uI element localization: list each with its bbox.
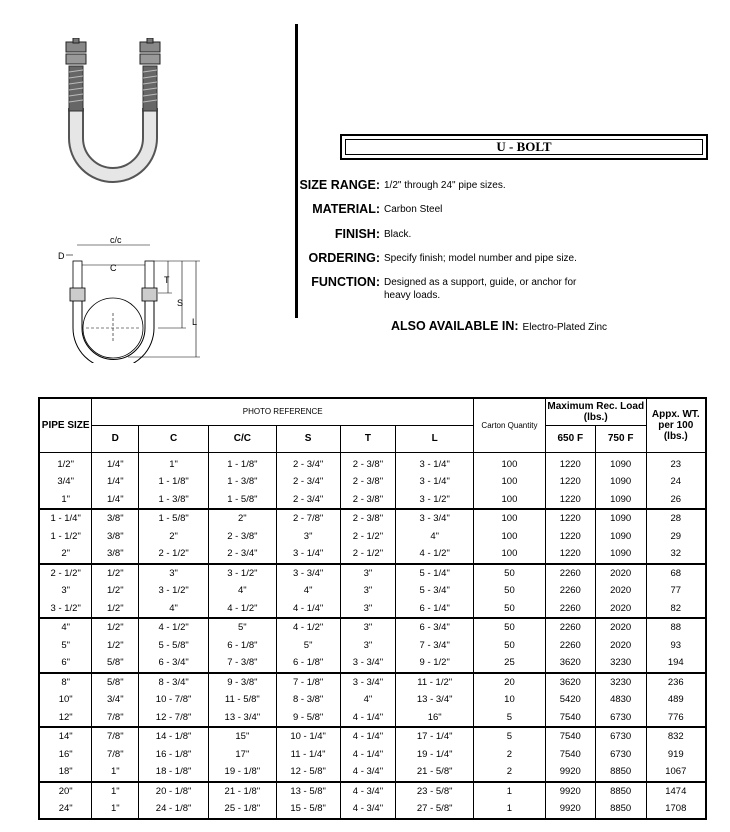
cell-carton-qty: 100 <box>474 473 546 491</box>
cell-c: 6 - 3/4" <box>139 654 209 673</box>
spec-label: FUNCTION: <box>311 275 380 289</box>
cell-pipe-size: 10" <box>39 691 92 709</box>
cell-cc: 2 - 3/8" <box>208 528 276 546</box>
cell-s: 2 - 3/4" <box>276 452 340 473</box>
cell-load-650f: 5420 <box>545 691 595 709</box>
cell-weight: 776 <box>646 709 706 728</box>
header-d: D <box>92 425 139 452</box>
cell-cc: 3 - 1/2" <box>208 564 276 583</box>
cell-weight: 29 <box>646 528 706 546</box>
dim-label-d: D <box>58 251 65 261</box>
cell-l: 9 - 1/2" <box>396 654 474 673</box>
cell-s: 3 - 1/4" <box>276 545 340 564</box>
cell-s: 2 - 3/4" <box>276 473 340 491</box>
cell-d: 1/2" <box>92 600 139 619</box>
cell-c: 3 - 1/2" <box>139 582 209 600</box>
cell-s: 10 - 1/4" <box>276 727 340 746</box>
cell-l: 4 - 1/2" <box>396 545 474 564</box>
cell-load-650f: 3620 <box>545 673 595 692</box>
cell-t: 3 - 3/4" <box>340 673 396 692</box>
cell-cc: 25 - 1/8" <box>208 800 276 819</box>
cell-load-750f: 2020 <box>595 564 646 583</box>
cell-cc: 1 - 1/8" <box>208 452 276 473</box>
cell-c: 14 - 1/8" <box>139 727 209 746</box>
spec-label: ORDERING: <box>308 251 380 265</box>
cell-cc: 15" <box>208 727 276 746</box>
table-body <box>39 452 706 819</box>
cell-load-650f: 1220 <box>545 452 595 473</box>
dim-label-t: T <box>164 275 170 285</box>
cell-l: 13 - 3/4" <box>396 691 474 709</box>
dim-label-c: C <box>110 263 117 273</box>
cell-pipe-size: 2 - 1/2" <box>39 564 92 583</box>
spec-label: FINISH: <box>334 227 380 241</box>
cell-carton-qty: 100 <box>474 491 546 510</box>
cell-c: 1 - 3/8" <box>139 491 209 510</box>
cell-weight: 194 <box>646 654 706 673</box>
cell-c: 1" <box>139 452 209 473</box>
cell-c: 8 - 3/4" <box>139 673 209 692</box>
header-photo-reference: PHOTO REFERENCE <box>92 398 474 425</box>
table-row <box>39 491 706 510</box>
cell-s: 15 - 5/8" <box>276 800 340 819</box>
spec-value: Designed as a support, guide, or anchor for heavy loads. <box>384 277 577 301</box>
cell-carton-qty: 2 <box>474 746 546 764</box>
table-row <box>39 654 706 673</box>
cell-s: 3 - 3/4" <box>276 564 340 583</box>
cell-load-750f: 2020 <box>595 582 646 600</box>
cell-l: 4" <box>396 528 474 546</box>
spec-value: 1/2" through 24" pipe sizes. <box>384 180 506 191</box>
cell-s: 3" <box>276 528 340 546</box>
cell-d: 1/4" <box>92 491 139 510</box>
cell-cc: 1 - 3/8" <box>208 473 276 491</box>
header-750f: 750 F <box>595 425 646 452</box>
cell-d: 1/2" <box>92 564 139 583</box>
cell-s: 13 - 5/8" <box>276 782 340 801</box>
cell-s: 4" <box>276 582 340 600</box>
cell-d: 3/8" <box>92 545 139 564</box>
cell-t: 4 - 1/4" <box>340 746 396 764</box>
cell-pipe-size: 1" <box>39 491 92 510</box>
cell-load-750f: 8850 <box>595 763 646 782</box>
cell-weight: 919 <box>646 746 706 764</box>
cell-load-750f: 6730 <box>595 746 646 764</box>
title-box <box>340 134 708 160</box>
page-title: U - BOLT <box>345 139 703 155</box>
table-row <box>39 564 706 583</box>
cell-t: 3" <box>340 582 396 600</box>
cell-t: 4" <box>340 691 396 709</box>
cell-l: 3 - 3/4" <box>396 509 474 528</box>
header-t: T <box>340 425 396 452</box>
spec-also-available <box>391 319 607 333</box>
cell-weight: 82 <box>646 600 706 619</box>
cell-pipe-size: 8" <box>39 673 92 692</box>
cell-l: 17 - 1/4" <box>396 727 474 746</box>
cell-load-650f: 2260 <box>545 582 595 600</box>
dim-label-cc: c/c <box>110 235 122 245</box>
cell-carton-qty: 25 <box>474 654 546 673</box>
cell-pipe-size: 3" <box>39 582 92 600</box>
cell-load-750f: 1090 <box>595 491 646 510</box>
cell-load-650f: 2260 <box>545 637 595 655</box>
cell-d: 5/8" <box>92 673 139 692</box>
table-row <box>39 545 706 564</box>
cell-t: 3" <box>340 618 396 637</box>
cell-carton-qty: 5 <box>474 727 546 746</box>
header-650f: 650 F <box>545 425 595 452</box>
cell-carton-qty: 20 <box>474 673 546 692</box>
cell-load-750f: 1090 <box>595 452 646 473</box>
cell-s: 2 - 3/4" <box>276 491 340 510</box>
cell-carton-qty: 1 <box>474 782 546 801</box>
cell-c: 4 - 1/2" <box>139 618 209 637</box>
table-row <box>39 637 706 655</box>
cell-weight: 32 <box>646 545 706 564</box>
cell-load-750f: 8850 <box>595 800 646 819</box>
cell-d: 1/2" <box>92 618 139 637</box>
cell-load-650f: 2260 <box>545 600 595 619</box>
spec-function <box>248 275 604 302</box>
cell-pipe-size: 6" <box>39 654 92 673</box>
cell-weight: 236 <box>646 673 706 692</box>
cell-pipe-size: 1/2" <box>39 452 92 473</box>
cell-c: 5 - 5/8" <box>139 637 209 655</box>
cell-s: 4 - 1/2" <box>276 618 340 637</box>
cell-d: 3/8" <box>92 528 139 546</box>
cell-d: 1" <box>92 763 139 782</box>
spec-finish <box>248 227 614 241</box>
cell-s: 12 - 5/8" <box>276 763 340 782</box>
cell-s: 2 - 7/8" <box>276 509 340 528</box>
cell-load-750f: 1090 <box>595 509 646 528</box>
spec-label: SIZE RANGE: <box>299 178 380 192</box>
cell-load-650f: 7540 <box>545 746 595 764</box>
cell-pipe-size: 20" <box>39 782 92 801</box>
cell-t: 2 - 3/8" <box>340 491 396 510</box>
cell-load-750f: 3230 <box>595 654 646 673</box>
cell-cc: 4" <box>208 582 276 600</box>
cell-t: 4 - 3/4" <box>340 782 396 801</box>
cell-l: 21 - 5/8" <box>396 763 474 782</box>
cell-load-650f: 9920 <box>545 800 595 819</box>
cell-load-750f: 1090 <box>595 528 646 546</box>
cell-pipe-size: 16" <box>39 746 92 764</box>
cell-d: 7/8" <box>92 746 139 764</box>
cell-t: 3" <box>340 637 396 655</box>
cell-carton-qty: 2 <box>474 763 546 782</box>
cell-load-750f: 6730 <box>595 727 646 746</box>
cell-pipe-size: 18" <box>39 763 92 782</box>
cell-pipe-size: 5" <box>39 637 92 655</box>
cell-c: 20 - 1/8" <box>139 782 209 801</box>
cell-load-750f: 6730 <box>595 709 646 728</box>
table-row <box>39 509 706 528</box>
cell-load-650f: 9920 <box>545 782 595 801</box>
cell-l: 5 - 3/4" <box>396 582 474 600</box>
table-row <box>39 782 706 801</box>
cell-carton-qty: 50 <box>474 582 546 600</box>
cell-s: 4 - 1/4" <box>276 600 340 619</box>
table-row <box>39 673 706 692</box>
cell-cc: 9 - 3/8" <box>208 673 276 692</box>
cell-l: 3 - 1/4" <box>396 452 474 473</box>
cell-d: 3/8" <box>92 509 139 528</box>
cell-l: 6 - 3/4" <box>396 618 474 637</box>
cell-load-650f: 1220 <box>545 509 595 528</box>
cell-pipe-size: 24" <box>39 800 92 819</box>
dimension-table <box>38 397 707 820</box>
header-cc: C/C <box>208 425 276 452</box>
cell-cc: 5" <box>208 618 276 637</box>
divider-line <box>295 24 298 318</box>
table-row <box>39 528 706 546</box>
cell-carton-qty: 50 <box>474 618 546 637</box>
cell-s: 6 - 1/8" <box>276 654 340 673</box>
table-row <box>39 746 706 764</box>
cell-carton-qty: 100 <box>474 452 546 473</box>
cell-cc: 1 - 5/8" <box>208 491 276 510</box>
u-bolt-photo <box>58 38 168 188</box>
cell-weight: 23 <box>646 452 706 473</box>
cell-weight: 1708 <box>646 800 706 819</box>
cell-weight: 489 <box>646 691 706 709</box>
cell-t: 2 - 1/2" <box>340 545 396 564</box>
cell-l: 11 - 1/2" <box>396 673 474 692</box>
cell-weight: 77 <box>646 582 706 600</box>
cell-t: 3 - 3/4" <box>340 654 396 673</box>
cell-s: 7 - 1/8" <box>276 673 340 692</box>
cell-carton-qty: 100 <box>474 528 546 546</box>
table-row <box>39 727 706 746</box>
cell-t: 2 - 1/2" <box>340 528 396 546</box>
table-row <box>39 473 706 491</box>
cell-s: 11 - 1/4" <box>276 746 340 764</box>
cell-d: 1/2" <box>92 637 139 655</box>
cell-pipe-size: 2" <box>39 545 92 564</box>
dimension-diagram <box>58 233 218 363</box>
cell-l: 5 - 1/4" <box>396 564 474 583</box>
cell-load-750f: 8850 <box>595 782 646 801</box>
cell-l: 6 - 1/4" <box>396 600 474 619</box>
spec-value: Specify finish; model number and pipe size. <box>384 253 577 264</box>
cell-carton-qty: 1 <box>474 800 546 819</box>
cell-c: 4" <box>139 600 209 619</box>
cell-t: 3" <box>340 600 396 619</box>
cell-weight: 1067 <box>646 763 706 782</box>
cell-load-750f: 2020 <box>595 600 646 619</box>
cell-l: 3 - 1/2" <box>396 491 474 510</box>
cell-cc: 17" <box>208 746 276 764</box>
cell-cc: 19 - 1/8" <box>208 763 276 782</box>
table-row <box>39 618 706 637</box>
cell-d: 1" <box>92 800 139 819</box>
spec-value: Electro-Plated Zinc <box>522 322 608 333</box>
cell-carton-qty: 50 <box>474 637 546 655</box>
cell-load-650f: 7540 <box>545 709 595 728</box>
header-l: L <box>396 425 474 452</box>
spec-label: ALSO AVAILABLE IN: <box>391 319 519 333</box>
cell-c: 2" <box>139 528 209 546</box>
cell-c: 12 - 7/8" <box>139 709 209 728</box>
cell-carton-qty: 50 <box>474 564 546 583</box>
cell-pipe-size: 1 - 1/2" <box>39 528 92 546</box>
cell-load-650f: 1220 <box>545 545 595 564</box>
cell-weight: 68 <box>646 564 706 583</box>
cell-d: 1/4" <box>92 452 139 473</box>
cell-cc: 7 - 3/8" <box>208 654 276 673</box>
cell-t: 2 - 3/8" <box>340 473 396 491</box>
cell-weight: 28 <box>646 509 706 528</box>
cell-pipe-size: 1 - 1/4" <box>39 509 92 528</box>
cell-s: 5" <box>276 637 340 655</box>
cell-l: 27 - 5/8" <box>396 800 474 819</box>
table-row <box>39 600 706 619</box>
dim-label-s: S <box>177 298 184 308</box>
cell-load-750f: 3230 <box>595 673 646 692</box>
cell-carton-qty: 100 <box>474 509 546 528</box>
cell-s: 8 - 3/8" <box>276 691 340 709</box>
cell-d: 1/4" <box>92 473 139 491</box>
cell-weight: 88 <box>646 618 706 637</box>
cell-load-650f: 7540 <box>545 727 595 746</box>
cell-l: 7 - 3/4" <box>396 637 474 655</box>
cell-load-650f: 3620 <box>545 654 595 673</box>
table-row <box>39 691 706 709</box>
table-row <box>39 800 706 819</box>
cell-weight: 26 <box>646 491 706 510</box>
table-row <box>39 582 706 600</box>
cell-s: 9 - 5/8" <box>276 709 340 728</box>
cell-pipe-size: 3 - 1/2" <box>39 600 92 619</box>
cell-weight: 93 <box>646 637 706 655</box>
cell-load-650f: 2260 <box>545 564 595 583</box>
cell-cc: 2" <box>208 509 276 528</box>
header-pipe-size: PIPE SIZE <box>39 398 92 452</box>
spec-ordering <box>248 251 614 265</box>
cell-cc: 11 - 5/8" <box>208 691 276 709</box>
cell-load-650f: 1220 <box>545 528 595 546</box>
cell-d: 5/8" <box>92 654 139 673</box>
cell-load-650f: 1220 <box>545 473 595 491</box>
cell-load-650f: 9920 <box>545 763 595 782</box>
cell-load-750f: 4830 <box>595 691 646 709</box>
cell-load-750f: 2020 <box>595 637 646 655</box>
cell-cc: 4 - 1/2" <box>208 600 276 619</box>
cell-load-750f: 2020 <box>595 618 646 637</box>
cell-c: 1 - 5/8" <box>139 509 209 528</box>
spec-value: Black. <box>384 229 412 240</box>
cell-load-750f: 1090 <box>595 473 646 491</box>
cell-weight: 24 <box>646 473 706 491</box>
cell-l: 23 - 5/8" <box>396 782 474 801</box>
table-row <box>39 452 706 473</box>
spec-label: MATERIAL: <box>312 202 380 216</box>
cell-weight: 1474 <box>646 782 706 801</box>
header-carton-quantity: Carton Quantity <box>474 398 546 452</box>
cell-pipe-size: 3/4" <box>39 473 92 491</box>
cell-c: 2 - 1/2" <box>139 545 209 564</box>
cell-cc: 6 - 1/8" <box>208 637 276 655</box>
cell-d: 7/8" <box>92 727 139 746</box>
cell-d: 7/8" <box>92 709 139 728</box>
cell-l: 19 - 1/4" <box>396 746 474 764</box>
cell-pipe-size: 14" <box>39 727 92 746</box>
cell-d: 1" <box>92 782 139 801</box>
cell-load-750f: 1090 <box>595 545 646 564</box>
cell-t: 3" <box>340 564 396 583</box>
cell-c: 3" <box>139 564 209 583</box>
cell-t: 2 - 3/8" <box>340 452 396 473</box>
table-row <box>39 763 706 782</box>
cell-t: 4 - 3/4" <box>340 763 396 782</box>
cell-load-650f: 2260 <box>545 618 595 637</box>
cell-cc: 2 - 3/4" <box>208 545 276 564</box>
table-row <box>39 709 706 728</box>
cell-load-650f: 1220 <box>545 491 595 510</box>
cell-cc: 21 - 1/8" <box>208 782 276 801</box>
cell-c: 24 - 1/8" <box>139 800 209 819</box>
dim-label-l: L <box>192 317 198 327</box>
cell-l: 16" <box>396 709 474 728</box>
cell-t: 2 - 3/8" <box>340 509 396 528</box>
cell-carton-qty: 100 <box>474 545 546 564</box>
cell-c: 18 - 1/8" <box>139 763 209 782</box>
cell-t: 4 - 1/4" <box>340 727 396 746</box>
cell-pipe-size: 4" <box>39 618 92 637</box>
cell-carton-qty: 5 <box>474 709 546 728</box>
cell-l: 3 - 1/4" <box>396 473 474 491</box>
cell-cc: 13 - 3/4" <box>208 709 276 728</box>
spec-value: Carbon Steel <box>384 204 443 215</box>
cell-pipe-size: 12" <box>39 709 92 728</box>
cell-d: 1/2" <box>92 582 139 600</box>
cell-d: 3/4" <box>92 691 139 709</box>
cell-carton-qty: 10 <box>474 691 546 709</box>
cell-c: 10 - 7/8" <box>139 691 209 709</box>
cell-t: 4 - 3/4" <box>340 800 396 819</box>
spec-material <box>248 202 614 216</box>
cell-weight: 832 <box>646 727 706 746</box>
cell-c: 1 - 1/8" <box>139 473 209 491</box>
cell-c: 16 - 1/8" <box>139 746 209 764</box>
header-c: C <box>139 425 209 452</box>
header-max-load: Maximum Rec. Load (lbs.) <box>545 398 646 425</box>
header-s: S <box>276 425 340 452</box>
cell-carton-qty: 50 <box>474 600 546 619</box>
header-weight: Appx. WT. per 100 (lbs.) <box>646 398 706 452</box>
cell-t: 4 - 1/4" <box>340 709 396 728</box>
spec-size-range <box>248 178 614 192</box>
